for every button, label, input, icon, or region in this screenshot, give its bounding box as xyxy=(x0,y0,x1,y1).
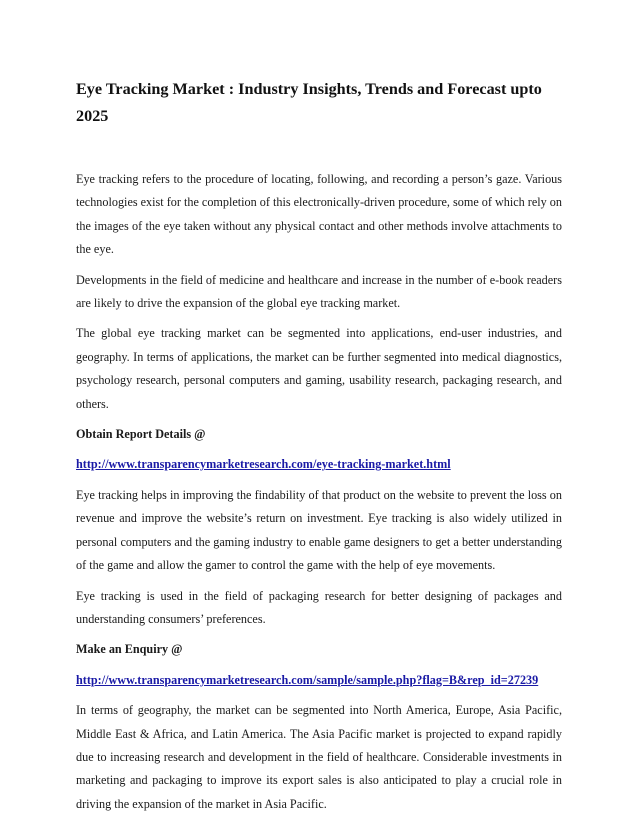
paragraph-geography: In terms of geography, the market can be segmented into North America, Europe, Asia Pacific, Middle East & Africa, and Latin America. The Asia Pacific market is projected to expand rapidly due to increasing research and development in the field of healthcare. Considerable investments in marketing and packaging to improve its export sales is also anticipated to play a crucial role in driving the expansion of the market in Asia Pacific. xyxy=(76,703,562,811)
report-details-label: Obtain Report Details @ xyxy=(76,427,206,442)
enquiry-label: Make an Enquiry @ xyxy=(76,642,183,657)
paragraph-findability: Eye tracking helps in improving the findability of that product on the website to prevent the loss on revenue and improve the website’s return on investment. Eye tracking is also widely utilized in personal computers and the gaming industry to enable game designers to get a better understanding of the game and allow the gamer to control the game with the help of eye movements. xyxy=(76,487,562,573)
paragraph-drivers: Developments in the field of medicine and healthcare and increase in the number of e-book readers are likely to drive the expansion of the global eye tracking market. xyxy=(76,272,562,311)
paragraph-segmentation: The global eye tracking market can be segmented into applications, end-user industries, and geography. In terms of applications, the market can be further segmented into medical diagnostics, psychology research, personal computers and gaming, usability research, packaging research, and others. xyxy=(76,326,562,411)
enquiry-link[interactable]: http://www.transparencymarketresearch.com/sample/sample.php?flag=B&rep_id=27239 xyxy=(76,672,539,687)
paragraph-definition: Eye tracking refers to the procedure of locating, following, and recording a person’s gaze. Various technologies exist for the completion of this electronically-driven procedure, some of which rely on the images of the eye taken without any physical contact and other methods involve attachments to the eye. xyxy=(76,172,562,257)
document-page xyxy=(76,76,562,823)
paragraph-packaging: Eye tracking is used in the field of packaging research for better designing of packages and understanding consumers’ preferences. xyxy=(76,588,562,626)
page-title: Eye Tracking Market : Industry Insights, Trends and Forecast upto 2025 xyxy=(76,80,542,125)
report-details-link[interactable]: http://www.transparencymarketresearch.com/eye-tracking-market.html xyxy=(76,457,451,472)
